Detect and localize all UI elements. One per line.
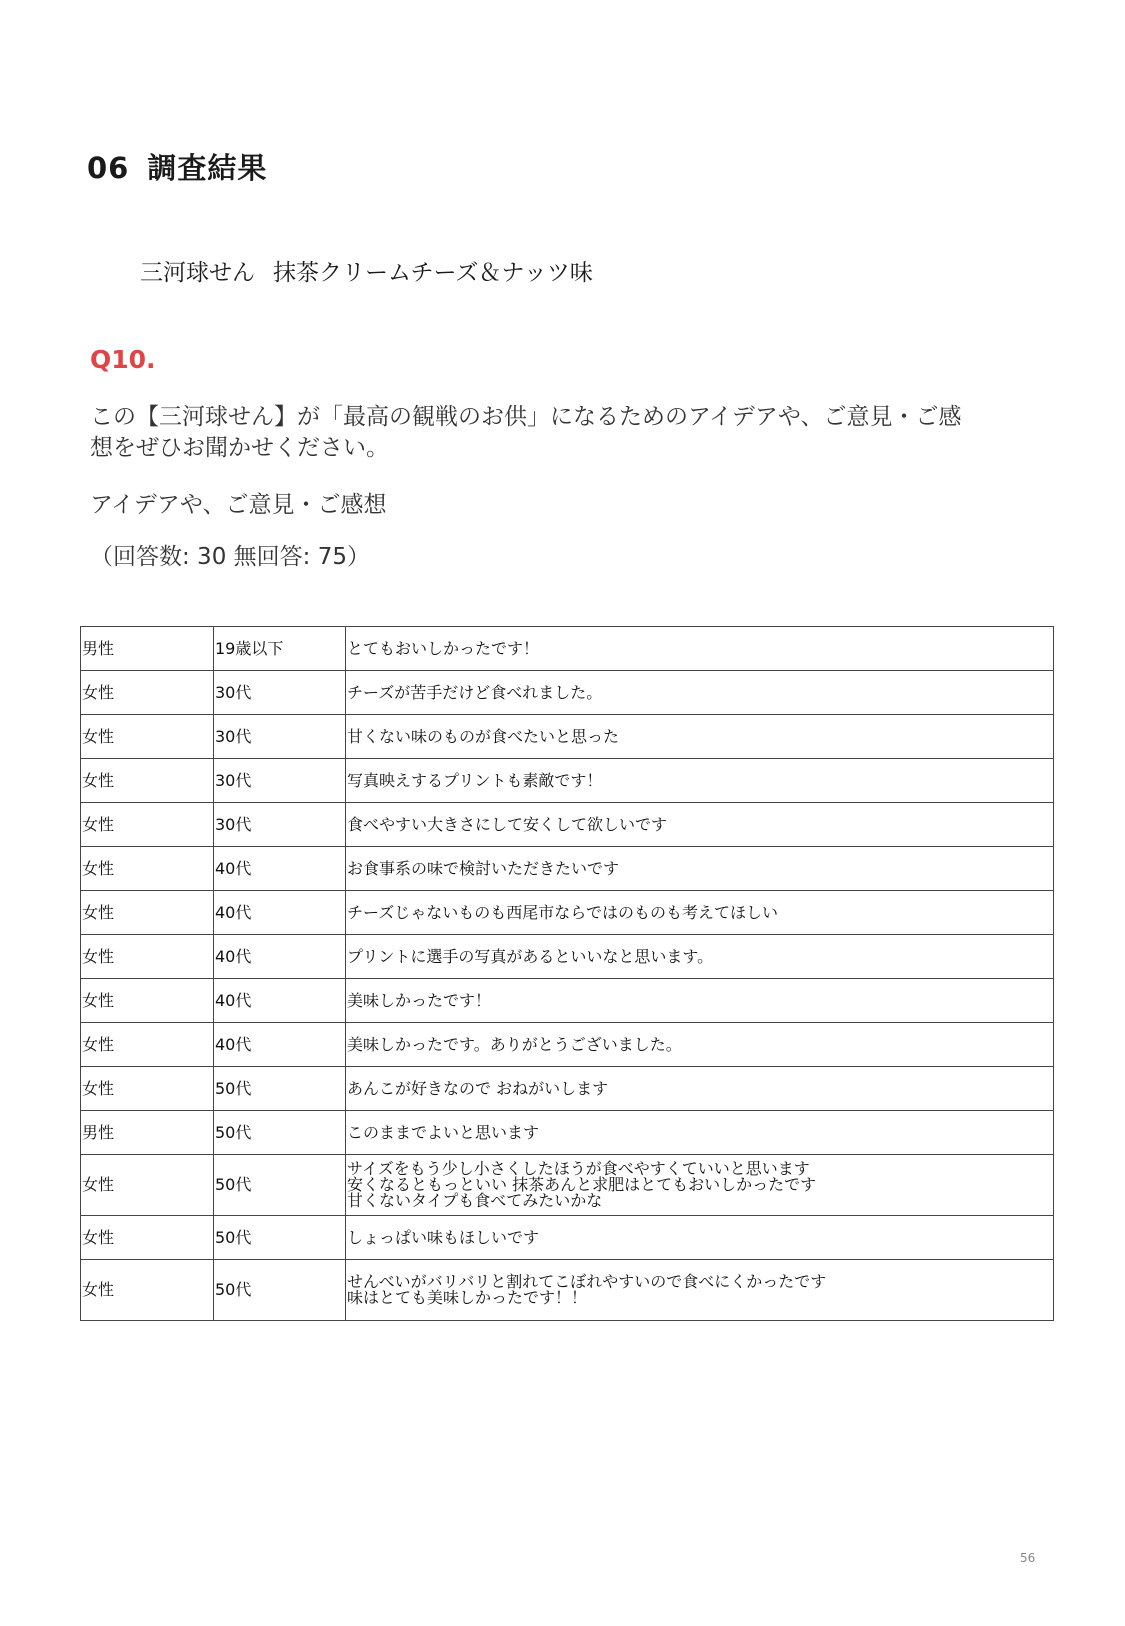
gender-cell: 女性	[81, 803, 214, 847]
table-row	[81, 627, 1054, 671]
table-row	[81, 803, 1054, 847]
gender-cell: 女性	[81, 935, 214, 979]
table-row	[81, 1023, 1054, 1067]
comment-cell	[346, 627, 1054, 671]
comment-line: せんべいがバリバリと割れてこぼれやすいので食べにくかったです	[347, 1272, 827, 1291]
comment-cell	[346, 1216, 1054, 1260]
responses-table-body	[81, 627, 1054, 1321]
comment-line: 安くなるともっといい 抹茶あんと求肥はとてもおいしかったです	[347, 1175, 817, 1194]
age-cell: 50代	[214, 1260, 346, 1321]
comment-line: このままでよいと思います	[347, 1122, 540, 1142]
age-cell: 30代	[214, 671, 346, 715]
comment-cell	[346, 671, 1054, 715]
product-flavor: 抹茶クリームチーズ＆ナッツ味	[273, 260, 593, 286]
age-cell: 50代	[214, 1216, 346, 1260]
table-row	[81, 935, 1054, 979]
comment-line: 味はとても美味しかったです！！	[347, 1288, 588, 1307]
answer-count: （回答数: 30 無回答: 75）	[90, 544, 370, 570]
section-number: 06	[87, 151, 130, 185]
age-cell: 40代	[214, 935, 346, 979]
gender-cell: 男性	[81, 1111, 214, 1155]
table-row	[81, 1216, 1054, 1260]
comment-line: サイズをもう少し小さくしたほうが食べやすくていいと思います	[347, 1159, 810, 1178]
product-title: 三河球せん	[140, 260, 255, 286]
age-cell: 50代	[214, 1067, 346, 1111]
question-text-line-2: 想をぜひお聞かせください。	[90, 435, 389, 461]
comment-line: プリントに選手の写真があるといいなと思います。	[347, 946, 714, 966]
age-cell: 40代	[214, 1023, 346, 1067]
comment-line: しょっぱい味もほしいです	[347, 1227, 540, 1247]
gender-cell: 女性	[81, 671, 214, 715]
age-cell: 30代	[214, 759, 346, 803]
age-cell: 19歳以下	[214, 627, 346, 671]
table-row	[81, 1111, 1054, 1155]
gender-cell: 女性	[81, 1260, 214, 1321]
comment-cell	[346, 891, 1054, 935]
comment-cell	[346, 715, 1054, 759]
age-cell: 40代	[214, 891, 346, 935]
gender-cell: 女性	[81, 1067, 214, 1111]
comment-line: 美味しかったです。ありがとうございました。	[347, 1034, 682, 1054]
table-row	[81, 891, 1054, 935]
age-cell: 50代	[214, 1155, 346, 1216]
comment-cell	[346, 759, 1054, 803]
gender-cell: 女性	[81, 1216, 214, 1260]
section-heading: 調査結果	[147, 151, 268, 185]
gender-cell: 女性	[81, 759, 214, 803]
table-row	[81, 1067, 1054, 1111]
comment-cell	[346, 979, 1054, 1023]
table-row	[81, 671, 1054, 715]
comment-cell	[346, 1023, 1054, 1067]
question-text	[90, 402, 970, 464]
comment-cell	[346, 1260, 1054, 1321]
question-number: Q10.	[90, 345, 156, 374]
comment-line: 美味しかったです！	[347, 990, 492, 1010]
gender-cell: 女性	[81, 1023, 214, 1067]
gender-cell: 女性	[81, 979, 214, 1023]
comment-cell	[346, 1155, 1054, 1216]
section-title	[87, 146, 267, 187]
comment-line: あんこが好きなので おねがいします	[347, 1078, 609, 1098]
comment-line: チーズじゃないものも西尾市ならではのものも考えてほしい	[347, 902, 779, 922]
age-cell: 40代	[214, 847, 346, 891]
responses-table	[80, 626, 1054, 1321]
comment-line: 写真映えするプリントも素敵です！	[347, 770, 603, 790]
gender-cell: 男性	[81, 627, 214, 671]
age-cell: 30代	[214, 803, 346, 847]
gender-cell: 女性	[81, 847, 214, 891]
gender-cell: 女性	[81, 715, 214, 759]
age-cell: 50代	[214, 1111, 346, 1155]
age-cell: 30代	[214, 715, 346, 759]
comment-cell	[346, 803, 1054, 847]
comment-line: 甘くない味のものが食べたいと思った	[347, 726, 620, 746]
age-cell: 40代	[214, 979, 346, 1023]
comment-cell	[346, 1067, 1054, 1111]
table-row	[81, 1260, 1054, 1321]
comment-cell	[346, 1111, 1054, 1155]
comment-line: とてもおいしかったです！	[347, 638, 540, 658]
question-text-line-1: この【三河球せん】が「最高の観戦のお供」になるためのアイデアや、ご意見・ご感	[90, 404, 962, 430]
table-row	[81, 715, 1054, 759]
page-number: 56	[1020, 1551, 1036, 1565]
comment-cell	[346, 847, 1054, 891]
table-row	[81, 759, 1054, 803]
table-row	[81, 847, 1054, 891]
comment-line: お食事系の味で検討いただきたいです	[347, 858, 620, 878]
table-row	[81, 1155, 1054, 1216]
comment-line: 食べやすい大きさにして安くして欲しいです	[347, 814, 668, 834]
gender-cell: 女性	[81, 891, 214, 935]
product-name	[140, 254, 593, 287]
comment-line: チーズが苦手だけど食べれました。	[347, 682, 603, 702]
comment-line: 甘くないタイプも食べてみたいかな	[347, 1191, 603, 1210]
comment-cell	[346, 935, 1054, 979]
table-row	[81, 979, 1054, 1023]
answer-label: アイデアや、ご意見・ご感想	[90, 492, 387, 518]
gender-cell: 女性	[81, 1155, 214, 1216]
